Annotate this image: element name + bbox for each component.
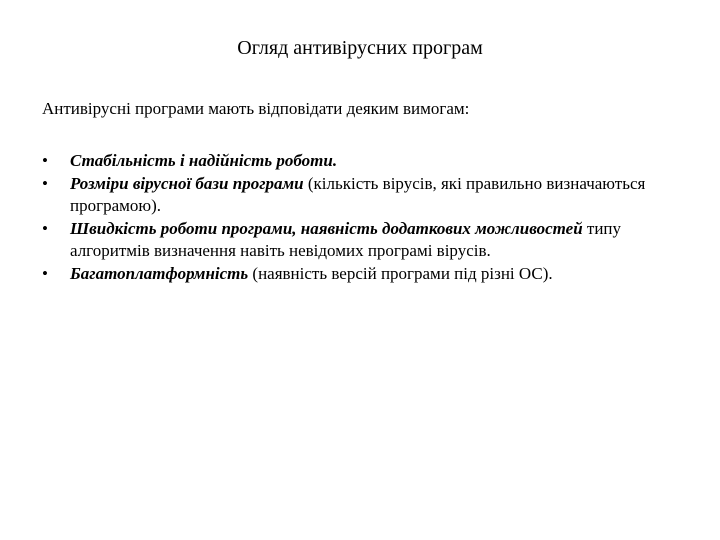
list-item: [42, 218, 692, 263]
bullet-icon: •: [42, 151, 48, 170]
slide-title: Огляд антивірусних програм: [237, 37, 483, 59]
item-text: типу алгоритмів визначення навіть невідомих програмі вірусів.: [70, 218, 622, 260]
list-item: [42, 173, 692, 218]
item-emphasis: Багатоплатформність: [70, 263, 249, 283]
bullet-icon: •: [42, 173, 48, 193]
list-item: [42, 263, 692, 286]
requirements-list: [42, 150, 692, 285]
bullet-icon: •: [42, 218, 48, 238]
item-emphasis: Швидкість роботи програми, наявність додаткових можливостей: [70, 218, 583, 238]
list-item: [42, 150, 692, 173]
item-text: (наявність версій програми під різні ОС).: [248, 263, 553, 283]
item-emphasis: Стабільність і надійність роботи.: [70, 151, 338, 170]
bullet-icon: •: [42, 263, 48, 283]
item-text: (кількість вірусів, які правильно визначаються програмою).: [70, 173, 646, 215]
item-emphasis: Розміри вірусної бази програми: [70, 173, 304, 193]
intro-text: Антивірусні програми мають відповідати деяким вимогам:: [42, 99, 470, 118]
